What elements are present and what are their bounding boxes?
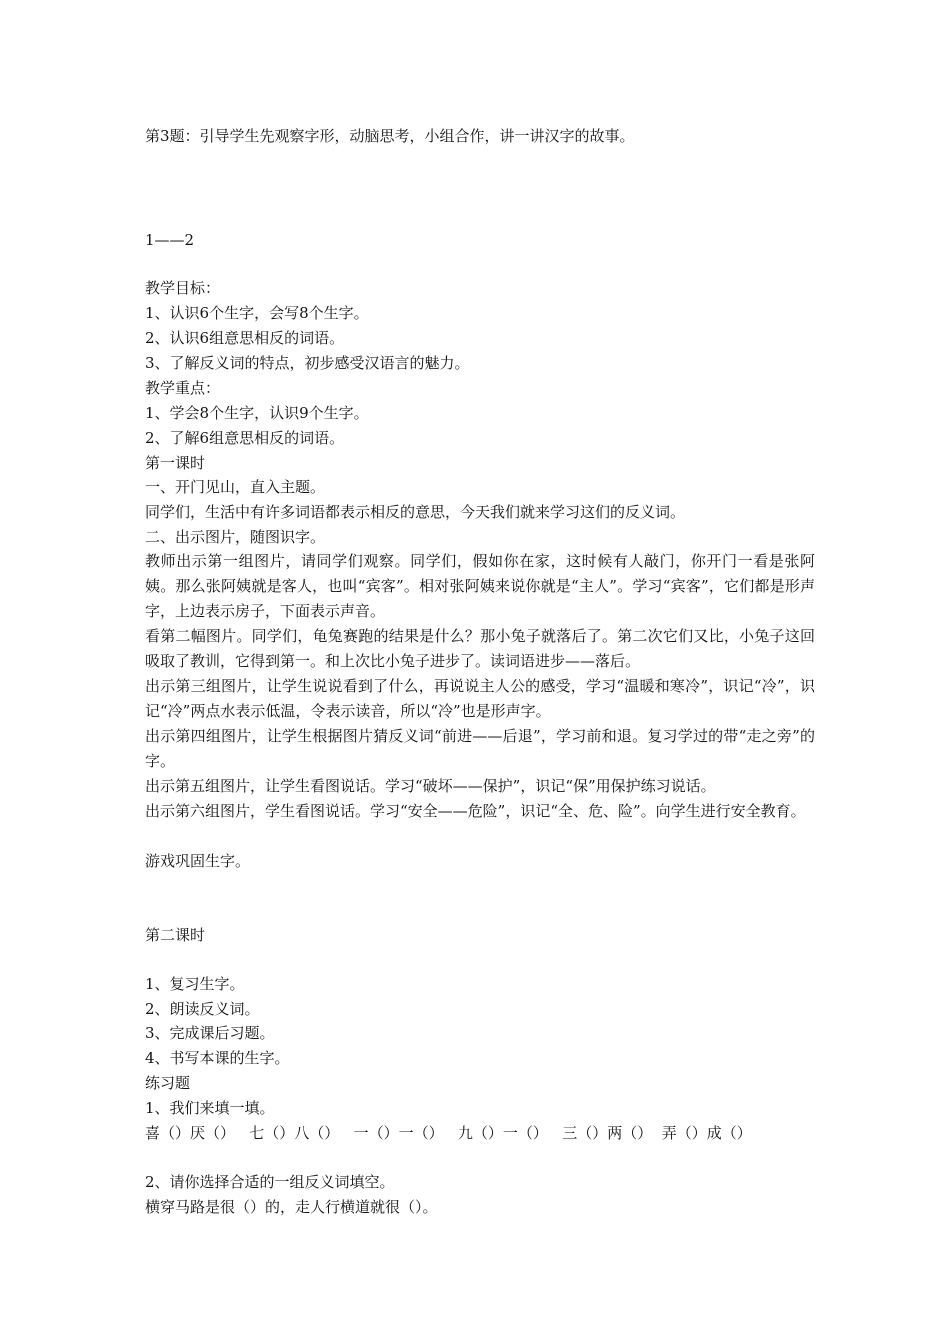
exercise-q2-text: 横穿马路是很（）的，走人行横道就很（）。 [145, 1198, 438, 1216]
focus-item: 2、了解6组意思相反的词语。 [145, 429, 345, 447]
period2-step: 3、完成课后习题。 [145, 1024, 275, 1042]
focus-item: 1、学会8个生字，认识9个生字。 [145, 404, 369, 422]
exercise-q1-items: 喜（）厌（） 七（）八（） 一（）一（） 九（）一（） 三（）两（） 弄（）成（） [145, 1124, 752, 1142]
period2-step: 2、朗读反义词。 [145, 1000, 260, 1018]
period1-step1: 一、开门见山，直入主题。 [145, 478, 326, 496]
period1-step2: 二、出示图片，随图识字。 [145, 528, 326, 546]
exercises-title: 练习题 [145, 1074, 191, 1092]
intro-line: 第3题：引导学生先观察字形，动脑思考，小组合作，讲一讲汉字的故事。 [145, 127, 635, 145]
lesson-id: 1——2 [145, 231, 195, 249]
paragraph: 出示第五组图片，让学生看图说话。学习“破坏——保护”，识记“保”用保护练习说话。 [145, 777, 716, 795]
goal-item: 3、了解反义词的特点，初步感受汉语言的魅力。 [145, 354, 470, 372]
goal-item: 2、认识6组意思相反的词语。 [145, 329, 345, 347]
paragraph: 出示第四组图片，让学生根据图片猜反义词“前进——后退”，学习前和退。复习学过的带“走之旁”的字。 [145, 727, 815, 770]
paragraph: 出示第三组图片，让学生说说看到了什么，再说说主人公的感受，学习“温暖和寒冷”，识记“冷”，识记“冷”两点水表示低温，令表示读音，所以“冷”也是形声字。 [145, 677, 815, 720]
paragraph: 教师出示第一组图片，请同学们观察。同学们，假如你在家，这时候有人敲门，你开门一看是张阿姨。那么张阿姨就是客人，也叫“宾客”。相对张阿姨来说你就是“主人”。学习“宾客”，它们都是形声字，上边表示房子，下面表示声音。 [145, 552, 815, 620]
period2-step: 4、书写本课的生字。 [145, 1049, 290, 1067]
period2-title: 第二课时 [145, 926, 206, 944]
goals-heading: 教学目标： [145, 279, 221, 297]
period1-game: 游戏巩固生字。 [145, 852, 251, 870]
focus-heading: 教学重点： [145, 379, 221, 397]
period1-title: 第一课时 [145, 454, 206, 472]
exercise-q1: 1、我们来填一填。 [145, 1099, 275, 1117]
exercise-q2: 2、请你选择合适的一组反义词填空。 [145, 1173, 395, 1191]
paragraph: 出示第六组图片，学生看图说话。学习“安全——危险”，识记“全、危、险”。向学生进行安全教育。 [145, 802, 806, 820]
period1-step1-text: 同学们，生活中有许多词语都表示相反的意思，今天我们就来学习这们的反义词。 [145, 503, 686, 521]
paragraph: 看第二幅图片。同学们，龟兔赛跑的结果是什么？那小兔子就落后了。第二次它们又比，小兔子这回吸取了教训，它得到第一。和上次比小兔子进步了。读词语进步——落后。 [145, 627, 815, 670]
period2-step: 1、复习生字。 [145, 975, 245, 993]
goal-item: 1、认识6个生字，会写8个生字。 [145, 304, 369, 322]
